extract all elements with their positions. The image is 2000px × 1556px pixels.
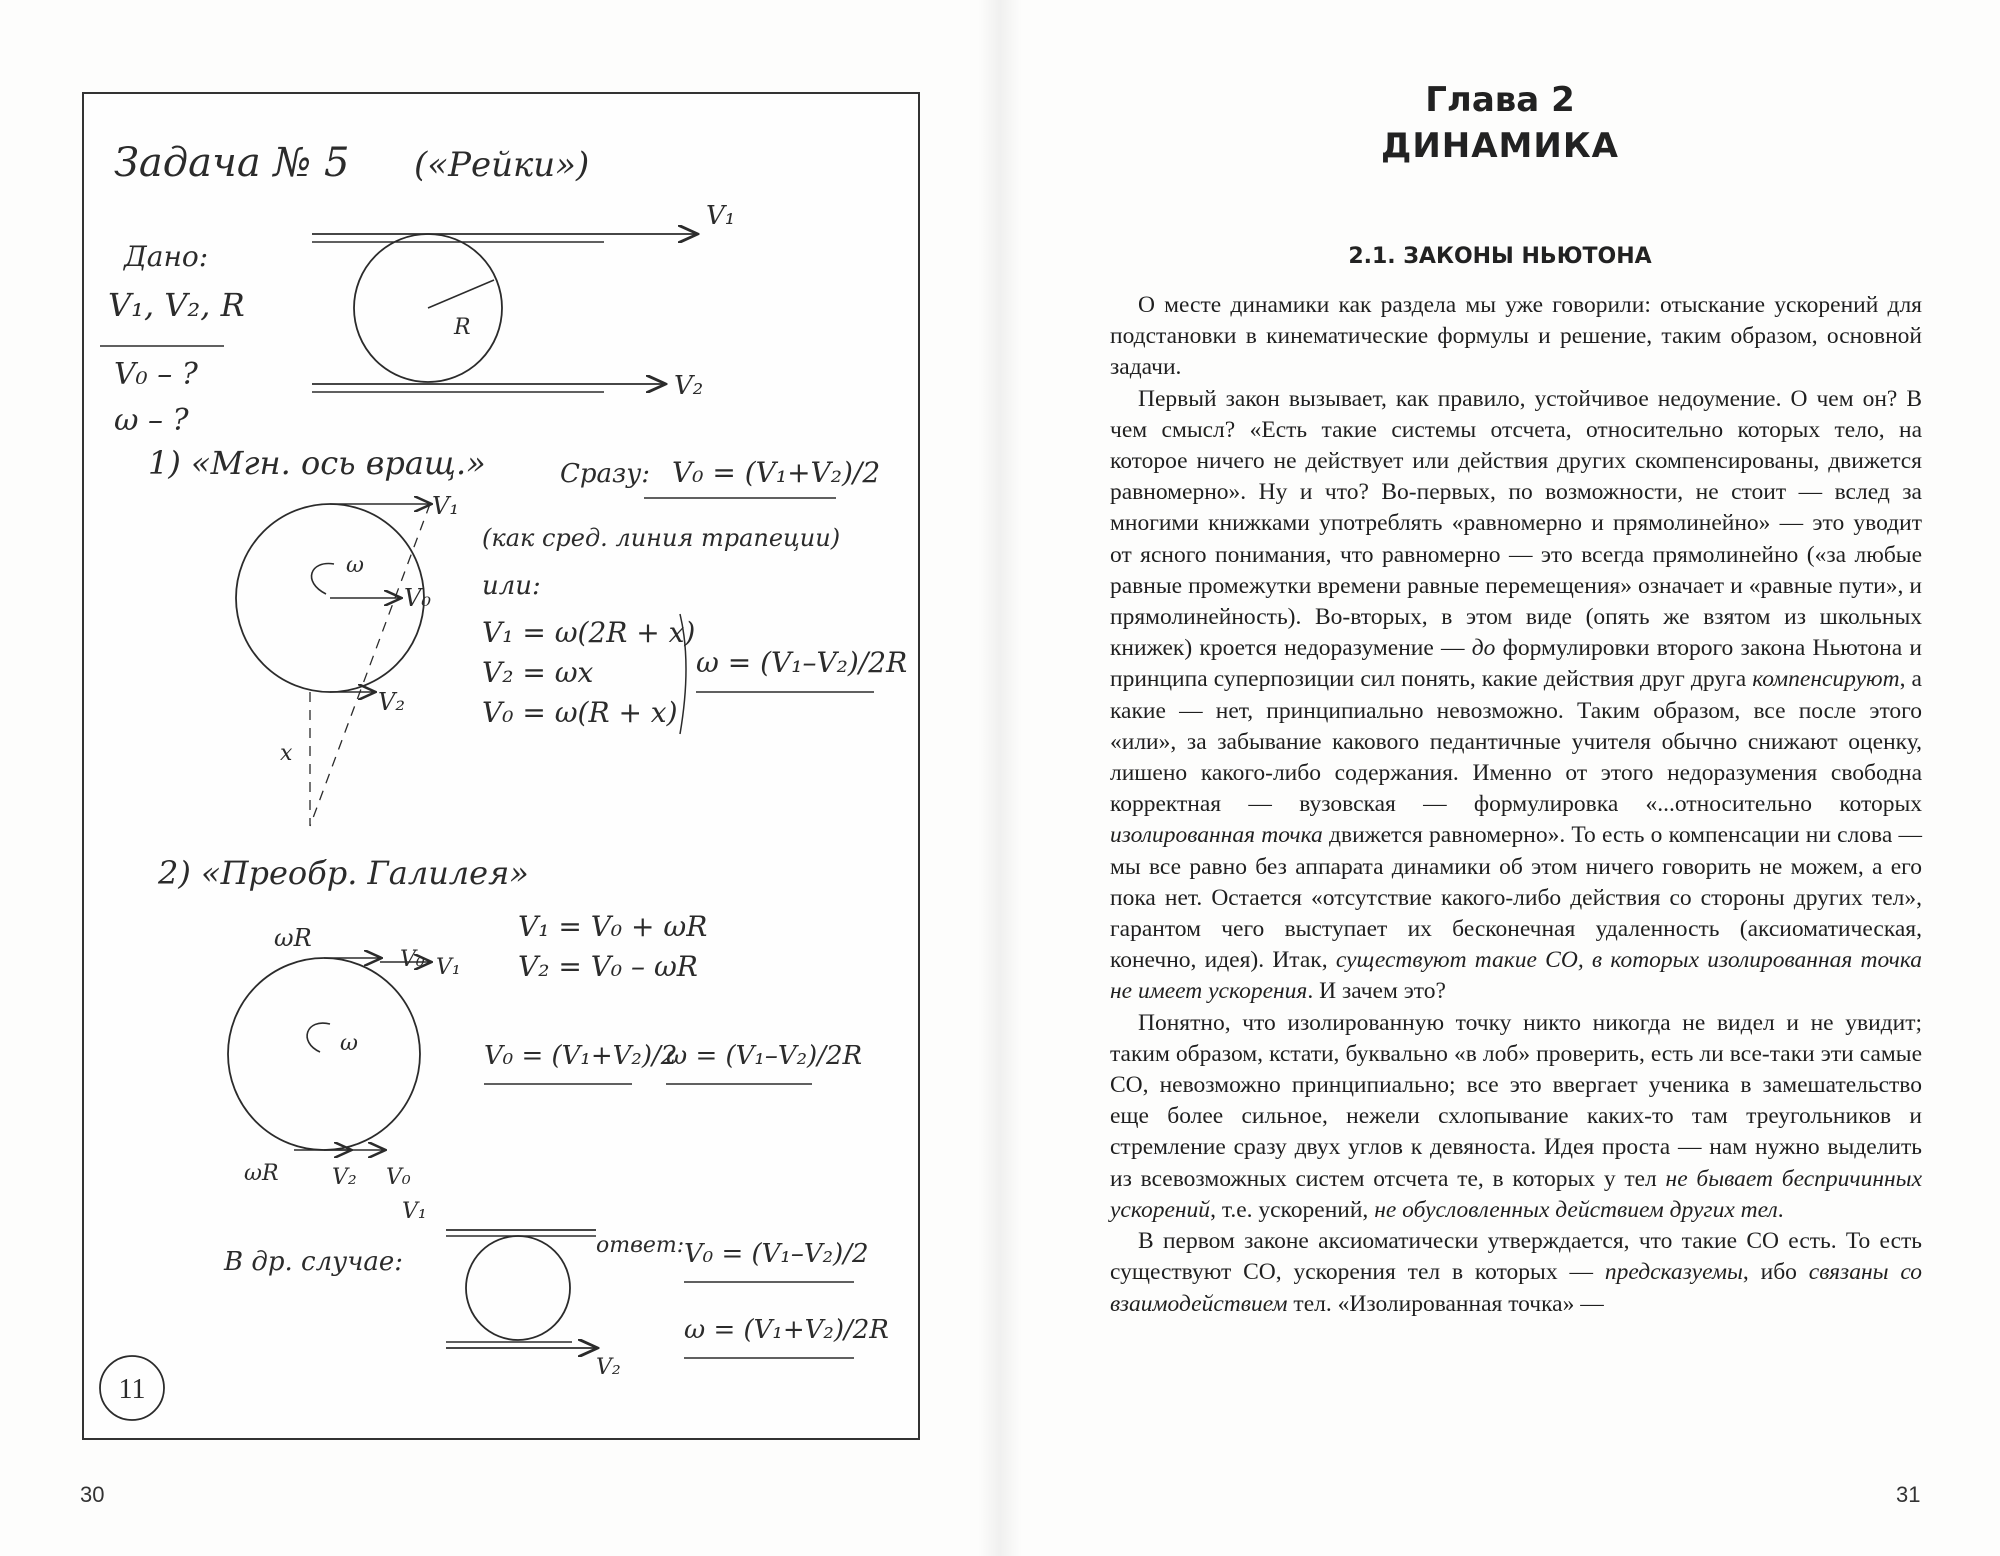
eq2: V₂ = ωx bbox=[482, 656, 594, 689]
page-number-left: 30 bbox=[80, 1482, 105, 1507]
body-text bbox=[1110, 290, 1922, 1320]
wheel1-v1-label: V₁ bbox=[432, 492, 459, 520]
rail-v2-label: V₂ bbox=[674, 371, 704, 401]
emphasis-text: предсказуемы bbox=[1604, 1259, 1743, 1286]
wheel1-v2-label: V₂ bbox=[378, 688, 405, 716]
body-paragraph bbox=[1110, 384, 1922, 1008]
answer-w: ω = (V₁+V₂)/2R bbox=[684, 1315, 889, 1345]
wheel2-omega-label: ω bbox=[340, 1031, 358, 1056]
eq1: V₁ = ω(2R + x) bbox=[482, 616, 696, 649]
emphasis-text: не бывает беспричинных ускорений bbox=[1110, 1165, 1922, 1223]
paragraph-text: . И зачем это? bbox=[1307, 978, 1446, 1005]
wheel2-wr-top: ωR bbox=[274, 924, 312, 952]
emphasis-text: связаны со взаимодействием bbox=[1110, 1259, 1922, 1317]
galileo-w: ω = (V₁–V₂)/2R bbox=[666, 1041, 863, 1071]
circled-number: 11 bbox=[118, 1374, 146, 1405]
task-title: Задача № 5 bbox=[114, 140, 350, 186]
trapezoid-note: (как сред. линия трапеции) bbox=[482, 524, 841, 552]
section-title: 2.1. ЗАКОНЫ НЬЮТОНА bbox=[1348, 244, 1652, 269]
w-result: ω = (V₁–V₂)/2R bbox=[696, 646, 908, 679]
paragraph-text: В первом законе аксиоматически утверждается, что такие СО есть. То есть существуют СО, ускорения тел в которых — bbox=[1110, 1228, 1922, 1286]
handwritten-notes-scan bbox=[82, 92, 920, 1440]
chapter-title: ДИНАМИКА bbox=[1381, 126, 1619, 166]
emphasis-text: до bbox=[1471, 635, 1496, 662]
paragraph-text: движется равномерно». То есть о компенсации ни слова — мы все равно без аппарата динамики об этом ничего говорить не можем, а его пока нет. Остается «отсутствие какого-либо действия со стороны других тел», гарантом чего выступает их бесконечная удаленность (аксиоматическая, конечно, идея). Итак, bbox=[1110, 822, 1922, 974]
eq3: V₀ = ω(R + x) bbox=[482, 696, 678, 729]
rail-v1-label: V₁ bbox=[706, 201, 736, 231]
wheel-diagram-1 bbox=[236, 504, 430, 826]
wheel1-omega-label: ω bbox=[346, 553, 364, 578]
immediately-label: Сразу: bbox=[560, 459, 651, 489]
emphasis-text: не обусловленных действием других тел bbox=[1374, 1196, 1778, 1223]
radius-label: R bbox=[454, 315, 471, 340]
paragraph-text: тел. «Изолированная точка» — bbox=[1287, 1290, 1604, 1317]
paragraph-text: Первый закон вызывает, как правило, устойчивое недоумение. О чем он? В чем смысл? «Есть такие системы отсчета, относительно которых тело, на которое ничего не действует или действия других скомпенсированы, движется равномерно». Ну и что? Во-первых, по возможности, не стоит — вслед за многими книжками употреблять «равномерно и прямолинейно» — это уводит от ясного понимания, что равномерно — это всегда прямолинейно («за любые равные промежутки времени равные перемещения» означает и «равные пути», и прямолинейность). Во-вторых, в этом виде (опять же взятом из школьных книжек) кроется недоразумение — bbox=[1110, 385, 1922, 662]
answer-label: ответ: bbox=[596, 1233, 685, 1258]
galileo-v0: V₀ = (V₁+V₂)/2 bbox=[484, 1041, 678, 1071]
wheel2-v1-top: V₁ bbox=[436, 955, 461, 980]
paragraph-text: , ибо bbox=[1742, 1259, 1809, 1286]
body-paragraph bbox=[1110, 290, 1922, 384]
other-case-label: В др. случае: bbox=[224, 1247, 404, 1277]
emphasis-text: существуют такие СО, в которых изолированная точка не имеет ускорения bbox=[1110, 947, 1922, 1005]
galileo-eq2: V₂ = V₀ – ωR bbox=[518, 950, 698, 983]
paragraph-text: О месте динамики как раздела мы уже говорили: отыскание ускорений для подстановки в кинематические формулы и решение, таким образом, основной задачи. bbox=[1110, 292, 1922, 381]
body-paragraph bbox=[1110, 1008, 1922, 1226]
wheel2-v0-top: V₀ bbox=[400, 947, 425, 972]
page-number-right: 31 bbox=[1896, 1482, 1921, 1507]
chapter-label: Глава 2 bbox=[1425, 80, 1575, 120]
emphasis-text: изолированная точка bbox=[1110, 822, 1323, 849]
rails-diagram bbox=[312, 234, 696, 392]
given-values: V₁, V₂, R bbox=[108, 286, 245, 324]
paragraph-text: , т.е. ускорений, bbox=[1210, 1196, 1375, 1223]
wheel1-x-label: x bbox=[280, 741, 293, 766]
book-gutter bbox=[978, 0, 1022, 1556]
wheel-diagram-2 bbox=[228, 958, 430, 1150]
handwritten-sketch bbox=[84, 94, 918, 1438]
wheel1-v0-label: V₀ bbox=[404, 584, 431, 612]
method2-title: 2) «Преобр. Галилея» bbox=[158, 854, 529, 892]
paragraph-text: , а какие — нет, принципиально невозможно. Таким образом, все после этого «или», за забывание какового педантичные учителя обычно снижают оценку, лишено какого-либо содержания. Именно от этого недоразумения свободна корректная — вузовская — формулировка «...относительно которых bbox=[1110, 666, 1922, 818]
v0-sum-formula: V₀ = (V₁+V₂)/2 bbox=[672, 456, 881, 489]
body-paragraph bbox=[1110, 1226, 1922, 1320]
wheel2-v0-bottom: V₀ bbox=[386, 1165, 411, 1190]
method1-title: 1) «Мгн. ось вращ.» bbox=[148, 444, 486, 482]
given-label: Дано: bbox=[124, 240, 209, 273]
paragraph-text: Понятно, что изолированную точку никто никогда не видел и не увидит; таким образом, кстати, буквально «в лоб» проверить, есть ли все-таки эти самые СО, невозможно принципиально; все это ввергает ученика в замешательство еще более сильное, нежели схлопывание каких-то там треугольников и стремление сразу двух углов к девяноста. Идея проста — нам нужно выделить из всевозможных систем отсчета те, в которых у тел bbox=[1110, 1009, 1922, 1192]
paragraph-text: . bbox=[1777, 1196, 1784, 1223]
galileo-eq1: V₁ = V₀ + ωR bbox=[518, 910, 708, 943]
unknown-w: ω – ? bbox=[114, 403, 189, 438]
wheel3-v1-label: V₁ bbox=[402, 1199, 427, 1224]
unknown-v0: V₀ – ? bbox=[114, 357, 198, 392]
emphasis-text: компенсируют bbox=[1752, 666, 1900, 693]
wheel3-v2-label: V₂ bbox=[596, 1355, 621, 1380]
answer-v0: V₀ = (V₁–V₂)/2 bbox=[684, 1239, 869, 1269]
wheel-diagram-3 bbox=[446, 1230, 596, 1348]
wheel2-v2-bottom: V₂ bbox=[332, 1165, 357, 1190]
paragraph-text: формулировки второго закона Ньютона и принципа суперпозиции сил понять, какие действия друг друга bbox=[1110, 635, 1922, 693]
or-label: или: bbox=[482, 571, 541, 601]
task-subtitle: («Рейки») bbox=[414, 145, 590, 185]
wheel2-wr-bottom: ωR bbox=[244, 1161, 279, 1186]
